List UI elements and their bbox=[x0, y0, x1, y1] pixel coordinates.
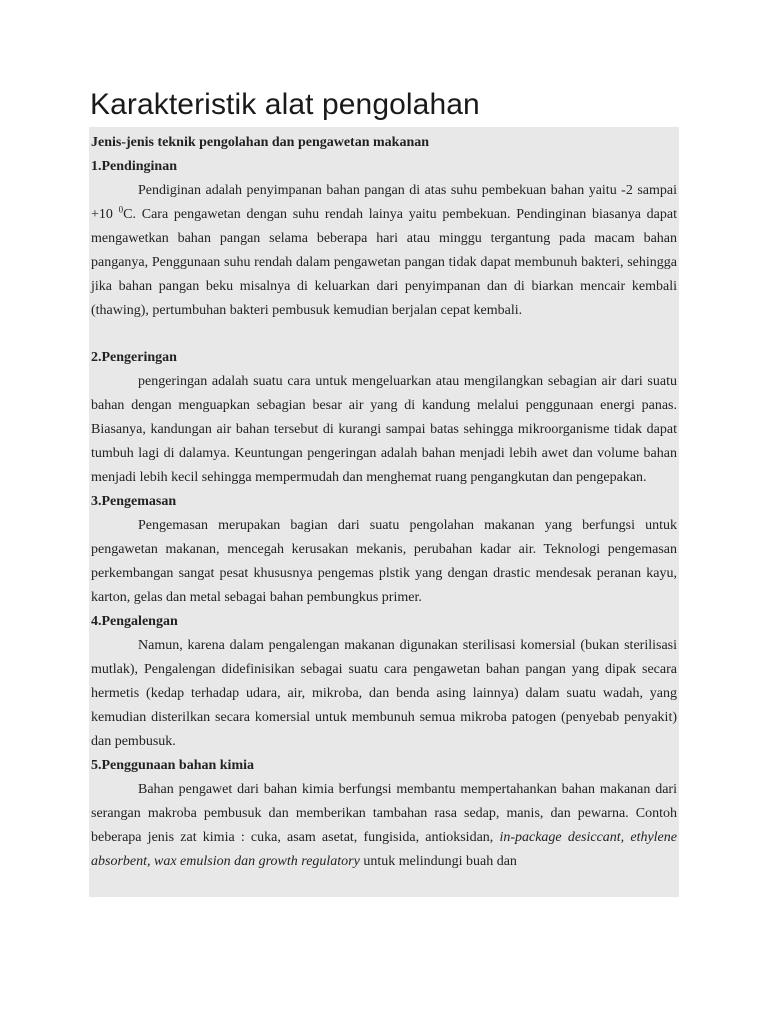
section-paragraph-pengeringan: pengeringan adalah suatu cara untuk mengeluarkan atau mengilangkan sebagian air dari suatu bahan dengan menguapkan sebagian besar air yang di kandung melalui penggunaan energi panas. Biasanya, kandungan air bahan tersebut di kurangi sampai batas sehingga mikroorganisme tidak dapat tumbuh lagi di dalamya. Keuntungan pengeringan adalah bahan menjadi lebih awet dan volume bahan menjadi lebih kecil sehingga mempermudah dan menghemat ruang pengangkutan dan pengepakan. bbox=[91, 374, 677, 485]
section-paragraph-pengemasan: Pengemasan merupakan bagian dari suatu pengolahan makanan yang berfungsi untuk pengawetan makanan, mencegah kerusakan mekanis, perubahan kadar air. Teknologi pengemasan perkembangan sangat pesat khususnya pengemas plstik yang dengan drastic mendesak peranan kayu, karton, gelas dan metal sebagai bahan pembungkus primer. bbox=[91, 518, 677, 605]
section-heading-pengemasan: 3.Pengemasan bbox=[91, 494, 177, 509]
superscript-degree: 0 bbox=[118, 204, 124, 215]
paragraph-text: Pendiginan adalah penyimpanan bahan pangan di atas suhu pembekuan bahan yaitu -2 sampai +10 bbox=[91, 183, 677, 222]
section-paragraph-pendinginan bbox=[91, 179, 677, 323]
italic-terms: in-package desiccant, ethylene absorbent, wax emulsion dan growth regulatory bbox=[91, 830, 677, 869]
paragraph-spacer bbox=[91, 323, 677, 346]
section-paragraph-bahan-kimia bbox=[91, 778, 677, 874]
intro-heading: Jenis-jenis teknik pengolahan dan pengawetan makanan bbox=[91, 135, 430, 150]
section-heading-pengeringan: 2.Pengeringan bbox=[91, 350, 177, 365]
paragraph-text: untuk melindungi buah dan bbox=[359, 854, 517, 869]
document-body bbox=[89, 127, 679, 897]
section-paragraph-pengalengan: Namun, karena dalam pengalengan makanan digunakan sterilisasi komersial (bukan sterilisasi mutlak), Pengalengan didefinisikan sebagai suatu cara pengawetan bahan pangan yang dipak secara hermetis (kedap terhadap udara, air, mikroba, dan benda asing lainnya) dalam suatu wadah, yang kemudian disterilkan secara komersial untuk membunuh semua mikroba patogen (penyebab penyakit) dan pembusuk. bbox=[91, 638, 677, 749]
page-title: Karakteristik alat pengolahan bbox=[90, 88, 480, 121]
paragraph-text: Bahan pengawet dari bahan kimia berfungsi membantu mempertahankan bahan makanan dari serangan makroba pembusuk dan memberikan tambahan rasa sedap, manis, dan pewarna. Contoh beberapa jenis zat kimia : cuka, asam asetat, fungisida, antioksidan, bbox=[91, 782, 677, 845]
paragraph-text: C. Cara pengawetan dengan suhu rendah lainya yaitu pembekuan. Pendinginan biasanya dapat mengawetkan bahan pangan selama beberapa hari atau minggu tergantung pada macam bahan panganya, Penggunaan suhu rendah dalam pengawetan pangan tidak dapat membunuh bakteri, sehingga jika bahan pangan beku misalnya di keluarkan dari penyimpanan dan di biarkan mencair kembali (thawing), pertumbuhan bakteri pembusuk kemudian berjalan cepat kembali. bbox=[91, 207, 678, 318]
section-heading-pendinginan: 1.Pendinginan bbox=[91, 159, 177, 174]
section-heading-bahan-kimia: 5.Penggunaan bahan kimia bbox=[91, 758, 254, 773]
section-heading-pengalengan: 4.Pengalengan bbox=[91, 614, 178, 629]
